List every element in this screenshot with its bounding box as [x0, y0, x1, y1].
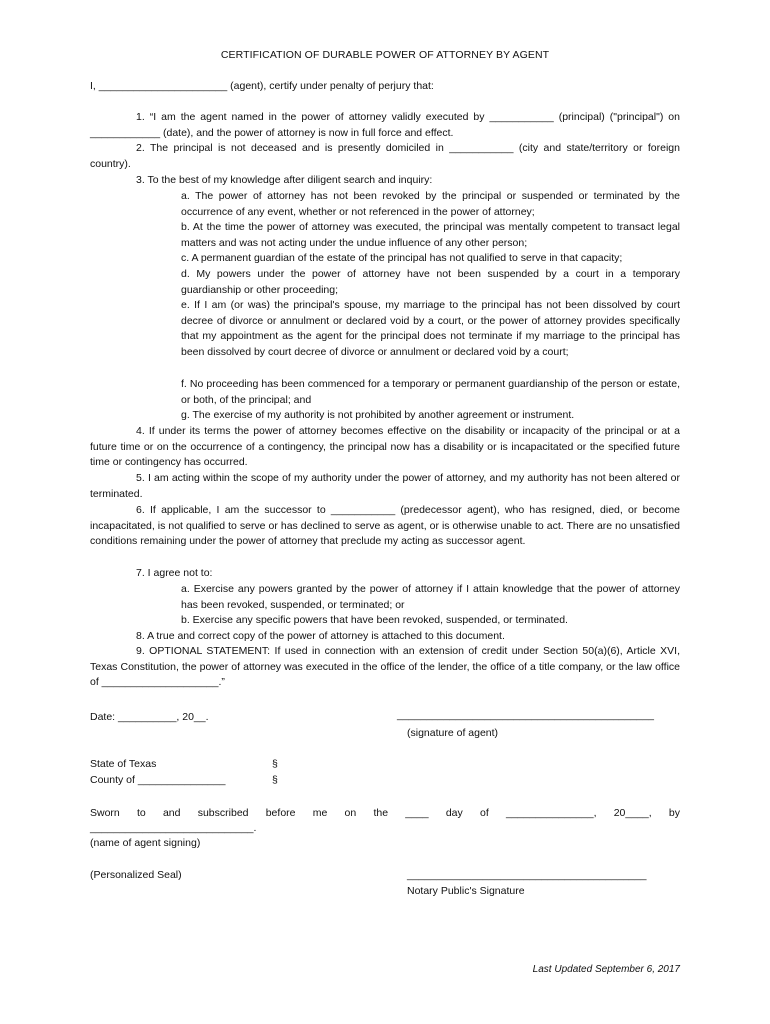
item-7b: b. Exercise any specific powers that have been revoked, suspended, or terminated. — [181, 614, 568, 626]
date-line: Date: __________, 20__. — [90, 711, 209, 723]
item-3f: f. No proceeding has been commenced for a temporary or permanent guardianship of the person or estate, or both, of the principal; and — [181, 378, 680, 406]
county-label: County of _______________ — [90, 774, 226, 786]
sworn-word: and — [162, 807, 181, 819]
sworn-word: to — [136, 807, 146, 819]
item-3c: c. A permanent guardian of the estate of the principal has not qualified to serve in that capacity; — [181, 252, 623, 264]
last-updated: Last Updated September 6, 2017 — [532, 964, 680, 975]
sworn-word: by — [668, 807, 680, 819]
state-label: State of Texas — [90, 758, 157, 770]
document-title: CERTIFICATION OF DURABLE POWER OF ATTORNEY BY AGENT — [220, 49, 550, 61]
sworn-word: me — [312, 807, 328, 819]
sworn-word: day — [445, 807, 463, 819]
agent-name-line: ____________________________. — [90, 822, 257, 834]
notary-signature-line: _________________________________________ — [407, 869, 647, 881]
sworn-word: the — [373, 807, 389, 819]
item-4: 4. If under its terms the power of attorney becomes effective on the disability or incapacity of the principal or at a future time or on the occurrence of a contingency, the principal now has a disability or is incapacitated or the specified future time or contingency has occurred. — [90, 425, 680, 469]
sworn-statement — [90, 806, 680, 822]
sworn-word: on — [344, 807, 357, 819]
notary-signature-label: Notary Public's Signature — [407, 885, 525, 897]
sworn-word: Sworn — [90, 807, 120, 819]
sworn-word: subscribed — [197, 807, 249, 819]
intro-line: I, ______________________ (agent), certify under penalty of perjury that: — [90, 80, 434, 92]
section-symbol-1: § — [272, 758, 278, 770]
agent-signature-line: ____________________________________________ — [397, 709, 654, 721]
item-3e: e. If I am (or was) the principal's spouse, my marriage to the principal has not been dissolved by court decree of divorce or annulment or declared void by a court, or the power of attorney provides specifically that my appointment as the agent for the principal does not terminate if my marriage to the principal has been dissolved by court decree of divorce or annulment or declared void by a court; — [181, 299, 680, 358]
item-3d: d. My powers under the power of attorney have not been suspended by a court in a temporary guardianship or other proceeding; — [181, 268, 680, 296]
item-6: 6. If applicable, I am the successor to ___________ (predecessor agent), who has resigned, died, or become incapacitated, is not qualified to serve or has declined to serve as agent, or is otherwise unable to act. There are no unsatisfied conditions remaining under the power of attorney that preclude my acting as successor agent. — [90, 504, 680, 548]
sworn-word: before — [265, 807, 296, 819]
item-7a: a. Exercise any powers granted by the power of attorney if I attain knowledge that the power of attorney has been revoked, suspended, or terminated; or — [181, 583, 680, 611]
item-1: 1. “I am the agent named in the power of attorney validly executed by ___________ (principal) ("principal") on ____________ (date), and the power of attorney is now in full force and effect. — [90, 111, 680, 139]
item-3b: b. At the time the power of attorney was executed, the principal was mentally competent to transact legal matters and was not acting under the undue influence of any other person; — [181, 221, 680, 249]
item-2: 2. The principal is not deceased and is presently domiciled in ___________ (city and state/territory or foreign country). — [90, 142, 680, 170]
agent-signature-label: (signature of agent) — [407, 727, 499, 739]
section-symbol-2: § — [272, 774, 278, 786]
item-3a: a. The power of attorney has not been revoked by the principal or suspended or terminated by the occurrence of any event, whether or not referenced in the power of attorney; — [181, 190, 680, 218]
item-8: 8. A true and correct copy of the power of attorney is attached to this document. — [136, 630, 505, 642]
sworn-word: _______________, — [505, 807, 597, 819]
item-7: 7. I agree not to: — [136, 567, 213, 579]
item-9: 9. OPTIONAL STATEMENT: If used in connection with an extension of credit under Section 50(a)(6), Article XVI, Texas Constitution, the power of attorney was executed in the office of the lender, the office of a title company, or the law office of ____________________.” — [90, 645, 680, 689]
sworn-word: ____ — [405, 807, 429, 819]
item-3: 3. To the best of my knowledge after diligent search and inquiry: — [136, 174, 433, 186]
agent-name-label: (name of agent signing) — [90, 837, 201, 849]
sworn-word: of — [480, 807, 489, 819]
item-3g: g. The exercise of my authority is not prohibited by another agreement or instrument. — [181, 409, 575, 421]
seal-label: (Personalized Seal) — [90, 869, 182, 881]
item-5: 5. I am acting within the scope of my authority under the power of attorney, and my authority has not been altered or terminated. — [90, 472, 680, 500]
sworn-word: 20____, — [613, 807, 652, 819]
